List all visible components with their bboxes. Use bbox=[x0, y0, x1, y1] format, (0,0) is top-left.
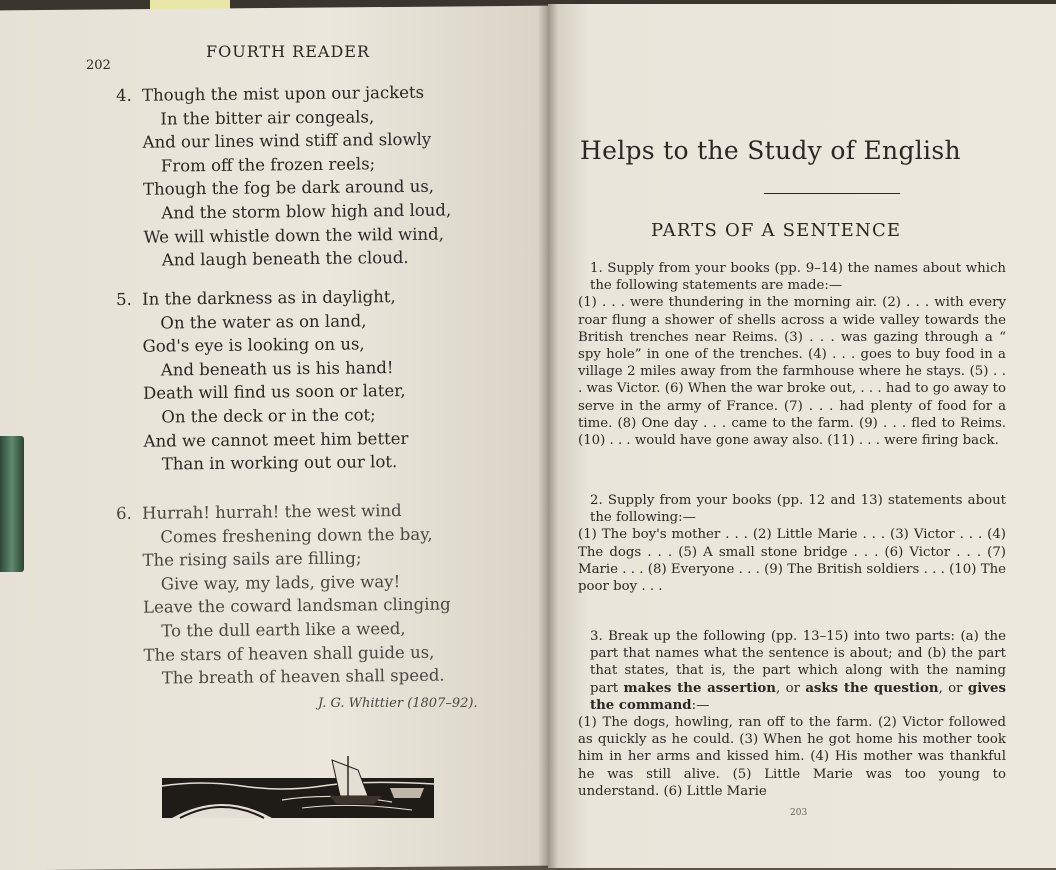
stanza-number: 4. bbox=[116, 85, 132, 105]
poem-line: We will whistle down the wild wind, bbox=[143, 224, 444, 247]
page-tab-marker bbox=[0, 436, 24, 572]
poem-line: The rising sails are filling; bbox=[142, 548, 362, 570]
poem-attribution: J. G. Whittier (1807–92). bbox=[318, 696, 478, 711]
poem-line: And laugh beneath the cloud. bbox=[161, 248, 409, 270]
stanza-number: 5. bbox=[116, 289, 132, 309]
exercise-2 bbox=[578, 492, 1006, 595]
bold-term: asks the question bbox=[805, 680, 939, 696]
stanza-4 bbox=[116, 80, 518, 273]
exercise-3-connector: , or bbox=[938, 680, 963, 696]
poem-line: And we cannot meet him better bbox=[143, 428, 409, 451]
exercise-1-intro: 1. Supply from your books (pp. 9–14) the names about which the following statements are made:— bbox=[590, 261, 1006, 294]
poem-line: The stars of heaven shall guide us, bbox=[143, 642, 435, 665]
title-divider bbox=[764, 193, 900, 194]
exercise-3-body: (1) The dogs, howling, ran off to the farm. (2) Victor followed as quickly as he could. (3) When he got home his mother took him in her arms and kissed him. (4) His mother was thankful he was still alive. (5) Little Marie was too young to understand. (6) Little Marie bbox=[578, 715, 1006, 799]
poem-line: Death will find us soon or later, bbox=[143, 381, 406, 404]
poem-line: In the bitter air congeals, bbox=[160, 106, 375, 129]
poem-line: And the storm blow high and loud, bbox=[161, 200, 452, 223]
poem-line: The breath of heaven shall speed. bbox=[161, 665, 445, 688]
poem-line: In the darkness as in daylight, bbox=[142, 287, 396, 309]
poem-line: Than in working out our lot. bbox=[161, 452, 398, 474]
poem-line: Though the mist upon our jackets bbox=[142, 82, 425, 105]
poem-line: On the deck or in the cot; bbox=[161, 405, 376, 427]
exercise-3-end: :— bbox=[691, 697, 710, 713]
book-gutter bbox=[538, 4, 558, 868]
poem-line: And beneath us is his hand! bbox=[160, 357, 394, 380]
exercise-3-intro: 3. Break up the following (pp. 13–15) into two parts: (a) the part that names what the sentence is about; and (b) the part that states, that is, the part which along with the naming part bbox=[590, 629, 1006, 696]
poem-line: Though the fog be dark around us, bbox=[143, 177, 435, 200]
page-number-left: 202 bbox=[86, 58, 111, 73]
running-head: FOURTH READER bbox=[206, 42, 371, 61]
exercise-1-body: (1) . . . were thundering in the morning air. (2) . . . with every roar flung a shower of shells across a wide valley towards the British trenches near Reims. (3) . . . was gazing through a “ spy hole” in one of the trenches. (4) . . . goes to buy food in a village 2 miles away from the farmhouse where he stays. (5) . . . was Victor. (6) When the war broke out, . . . had to go away to serve in the army of France. (7) . . . had plenty of food for a time. (8) One day . . . came to the farm. (9) . . . fled to Reims. (10) . . . would have gone away also. (11) . . . were firing back. bbox=[578, 295, 1006, 449]
stanza-6 bbox=[116, 498, 518, 691]
poem-line: Give way, my lads, give way! bbox=[160, 571, 401, 594]
bold-term: gives the command bbox=[590, 680, 1006, 713]
exercise-1 bbox=[578, 260, 1006, 449]
poem-line: On the water as on land, bbox=[160, 310, 367, 333]
section-title: Helps to the Study of English bbox=[580, 136, 961, 165]
poem-line: God's eye is looking on us, bbox=[142, 334, 365, 356]
poem-line: Leave the coward landsman clinging bbox=[143, 594, 451, 618]
stanza-number: 6. bbox=[116, 503, 132, 523]
ship-vignette-illustration bbox=[162, 752, 434, 822]
exercise-2-body: (1) The boy's mother . . . (2) Little Marie . . . (3) Victor . . . (4) The dogs . . . (5) A small stone bridge . . . (6) Victor . . . (7) Marie . . . (8) Everyone . . . (9) The British soldiers . . . (10) The poor boy . . . bbox=[578, 527, 1006, 595]
page-number-right: 203 bbox=[790, 808, 808, 818]
exercise-3-connector: , or bbox=[775, 680, 800, 696]
exercise-2-intro: 2. Supply from your books (pp. 12 and 13) statements about the following:— bbox=[590, 493, 1006, 526]
poem-line: From off the frozen reels; bbox=[160, 154, 376, 176]
poem-line: Hurrah! hurrah! the west wind bbox=[142, 501, 402, 523]
exercise-3 bbox=[578, 628, 1006, 800]
poem-line: And our lines wind stiff and slowly bbox=[142, 129, 432, 152]
section-subtitle: PARTS OF A SENTENCE bbox=[651, 220, 902, 241]
stanza-5 bbox=[116, 284, 518, 477]
poem-line: Comes freshening down the bay, bbox=[160, 524, 433, 547]
poem-line: To the dull earth like a weed, bbox=[161, 618, 406, 641]
bold-term: makes the assertion bbox=[623, 680, 776, 696]
